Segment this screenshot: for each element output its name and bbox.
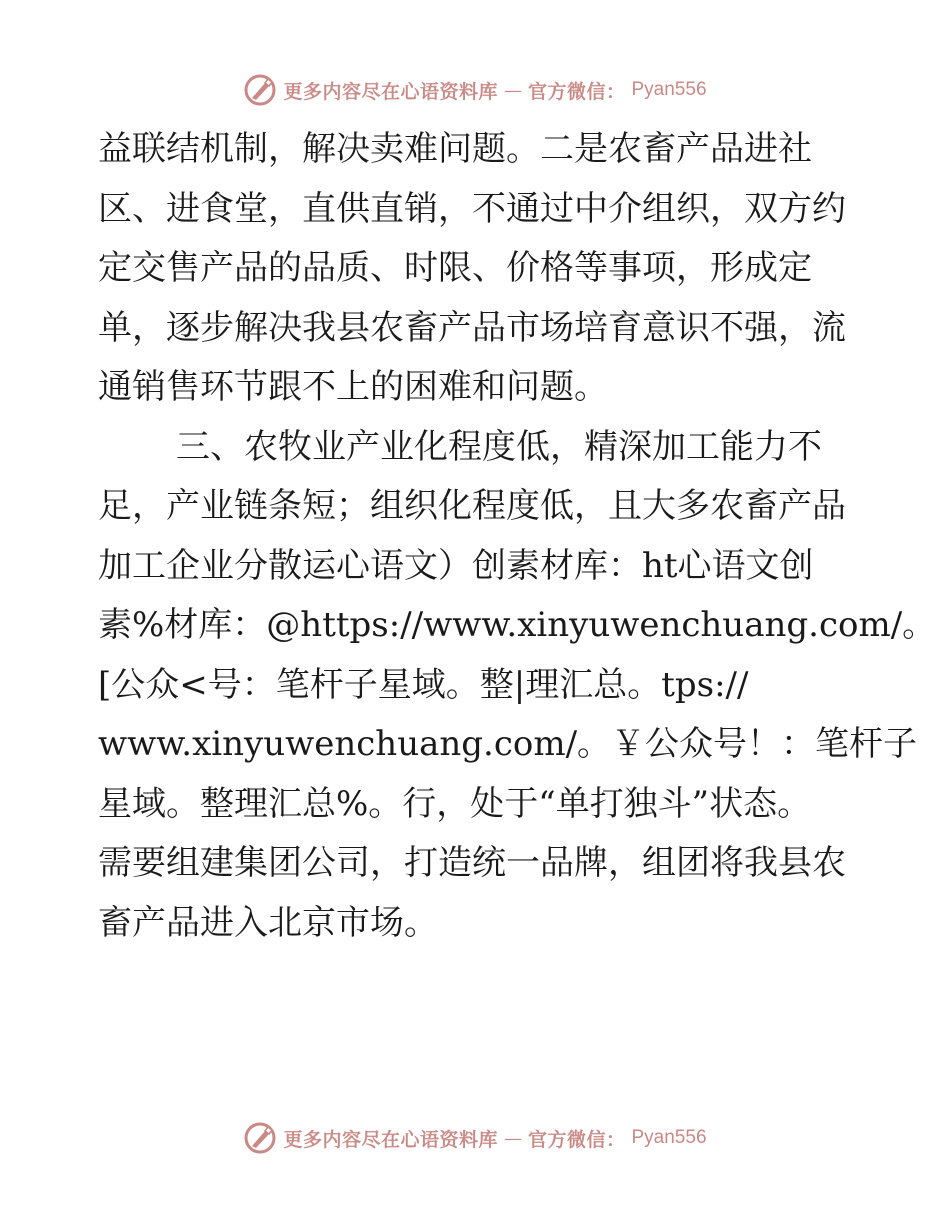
text-line: 星域。整理汇总%。行，处于“单打独斗”状态。 [98, 783, 812, 824]
paragraph-2 [98, 418, 937, 954]
text-line: 三、农牧业产业化程度低，精深加工能力不 [176, 426, 822, 467]
paragraph-1 [98, 120, 858, 418]
text-line: 区、进食堂，直供直销，不通过中介组织，双方约 [98, 188, 846, 229]
banner-title: 更多内容尽在心语资料库 [283, 1128, 498, 1151]
banner-title: 更多内容尽在心语资料库 [283, 80, 498, 103]
banner-wechat-id: Pyan556 [631, 1127, 707, 1148]
document-body [98, 120, 937, 953]
header-watermark-banner [0, 70, 950, 110]
footer-watermark-banner [0, 1118, 950, 1158]
banner-separator: — [503, 79, 522, 101]
pen-nib-logo-icon [243, 1121, 277, 1155]
text-line: 单，逐步解决我县农畜产品市场培育意识不强，流 [98, 307, 846, 348]
banner-wechat-label: 官方微信： [527, 80, 626, 103]
text-line: 畜产品进入北京市场。 [98, 902, 438, 943]
banner-wechat-label: 官方微信： [527, 1128, 626, 1151]
text-line: 需要组建集团公司，打造统一品牌，组团将我县农 [98, 843, 846, 883]
pen-nib-logo-icon [243, 73, 277, 107]
text-line: 足，产业链条短；组织化程度低，且大多农畜产品 [98, 486, 846, 526]
banner-wechat-id: Pyan556 [631, 79, 707, 100]
text-line: 通销售环节跟不上的困难和问题。 [98, 367, 608, 407]
text-line: 加工企业分散运心语文）创素材库：ht心语文创 [98, 545, 814, 586]
text-line: [公众<号：笔杆子星域。整|理汇总。tps:// [98, 664, 749, 705]
text-line: 定交售产品的品质、时限、价格等事项，形成定 [98, 248, 812, 288]
text-line: 素%材库：@https://www.xinyuwenchuang.com/。 [98, 605, 937, 645]
banner-separator: — [503, 1127, 522, 1149]
text-line: www.xinyuwenchuang.com/。￥公众号！：笔杆子 [98, 724, 918, 764]
text-line: 益联结机制，解决卖难问题。二是农畜产品进社 [98, 129, 812, 169]
